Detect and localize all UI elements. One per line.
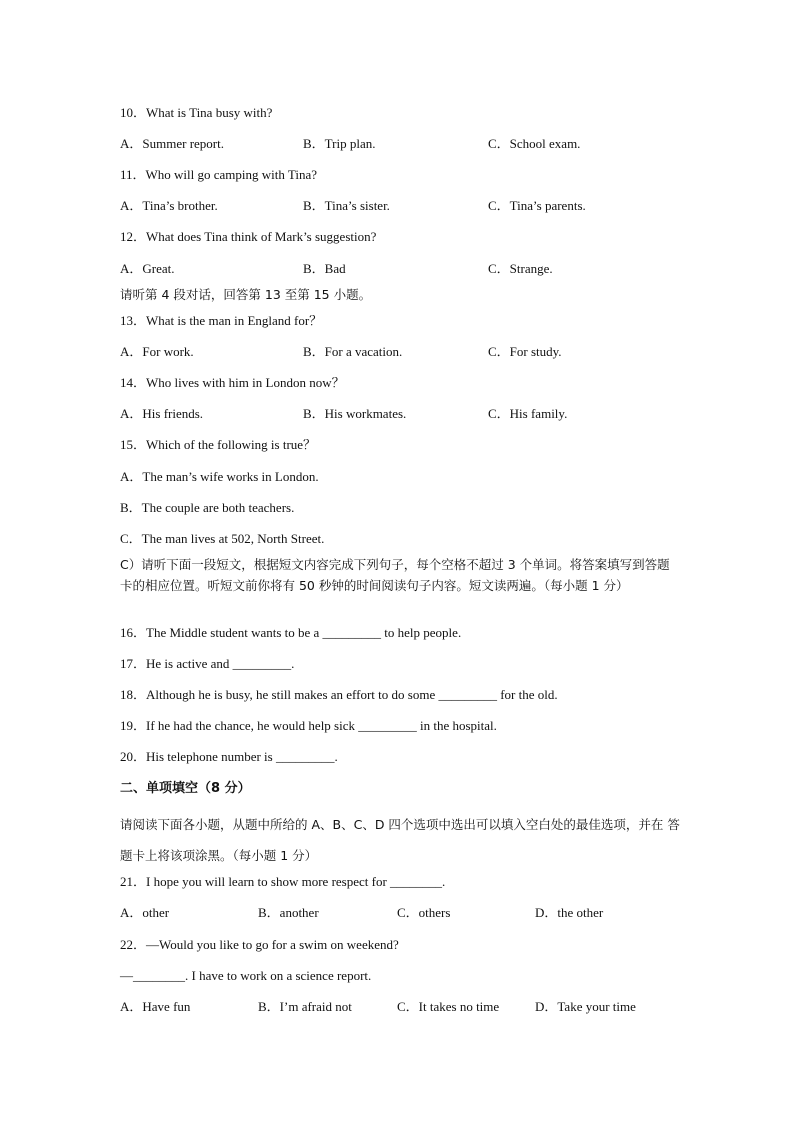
question-22-response: —________. I have to work on a science report. xyxy=(120,968,372,983)
question-18: 18．Although he is busy, he still makes an effort to do some _________ for the old. xyxy=(120,687,558,702)
q13-option-a: A．For work. xyxy=(120,344,194,359)
q22-option-d: D．Take your time xyxy=(535,999,636,1014)
q12-option-a: A．Great. xyxy=(120,261,175,276)
q11-option-a: A．Tina’s brother. xyxy=(120,198,218,213)
section-2-instructions: 请阅读下面各小题，从题中所给的 A、B、C、D 四个选项中选出可以填入空白处的最佳选项，并在 答题卡上将该项涂黑。（每小题 1 分） xyxy=(120,817,680,863)
question-17: 17．He is active and _________. xyxy=(120,656,295,671)
question-12: 12．What does Tina think of Mark’s suggestion? xyxy=(120,229,377,244)
q14-option-b: B．His workmates. xyxy=(303,406,407,421)
question-22: 22．—Would you like to go for a swim on weekend? xyxy=(120,937,399,952)
q21-option-a: A．other xyxy=(120,905,170,920)
question-11: 11．Who will go camping with Tina? xyxy=(120,167,318,182)
q21-option-d: D．the other xyxy=(535,905,604,920)
q21-option-b: B．another xyxy=(258,905,319,920)
section-4-instructions: 请听第 4 段对话，回答第 13 至第 15 小题。 xyxy=(120,287,372,302)
question-15: 15．Which of the following is true？ xyxy=(120,437,317,452)
q15-option-a: A．The man’s wife works in London. xyxy=(120,469,319,484)
question-21: 21．I hope you will learn to show more respect for ________. xyxy=(120,874,446,889)
q14-option-a: A．His friends. xyxy=(120,406,204,421)
section-2-title: 二、单项填空（8 分） xyxy=(120,781,251,796)
q22-option-c: C．It takes no time xyxy=(397,999,500,1014)
q13-option-b: B．For a vacation. xyxy=(303,344,403,359)
question-19: 19．If he had the chance, he would help sick _________ in the hospital. xyxy=(120,718,497,733)
q15-option-b: B．The couple are both teachers. xyxy=(120,500,295,515)
q14-option-c: C．His family. xyxy=(488,406,568,421)
q10-option-b: B．Trip plan. xyxy=(303,136,376,151)
q22-option-a: A．Have fun xyxy=(120,999,191,1014)
q13-option-c: C．For study. xyxy=(488,344,562,359)
question-20: 20．His telephone number is _________. xyxy=(120,749,338,764)
question-16: 16．The Middle student wants to be a _________ to help people. xyxy=(120,625,462,640)
q11-option-c: C．Tina’s parents. xyxy=(488,198,586,213)
question-10: 10．What is Tina busy with? xyxy=(120,105,273,120)
q12-option-c: C．Strange. xyxy=(488,261,553,276)
q21-option-c: C．others xyxy=(397,905,451,920)
q12-option-b: B．Bad xyxy=(303,261,346,276)
question-14: 14．Who lives with him in London now？ xyxy=(120,375,345,390)
question-13: 13．What is the man in England for？ xyxy=(120,313,323,328)
q11-option-b: B．Tina’s sister. xyxy=(303,198,390,213)
q22-option-b: B．I’m afraid not xyxy=(258,999,352,1014)
q15-option-c: C．The man lives at 502, North Street. xyxy=(120,531,325,546)
part-c-instructions: C）请听下面一段短文，根据短文内容完成下列句子，每个空格不超过 3 个单词。将答案填写到答题 卡的相应位置。听短文前你将有 50 秒钟的时间阅读句子内容。短文读两遍。（每小题 1 分） xyxy=(120,557,670,593)
q10-option-a: A．Summer report. xyxy=(120,136,224,151)
q10-option-c: C．School exam. xyxy=(488,136,581,151)
